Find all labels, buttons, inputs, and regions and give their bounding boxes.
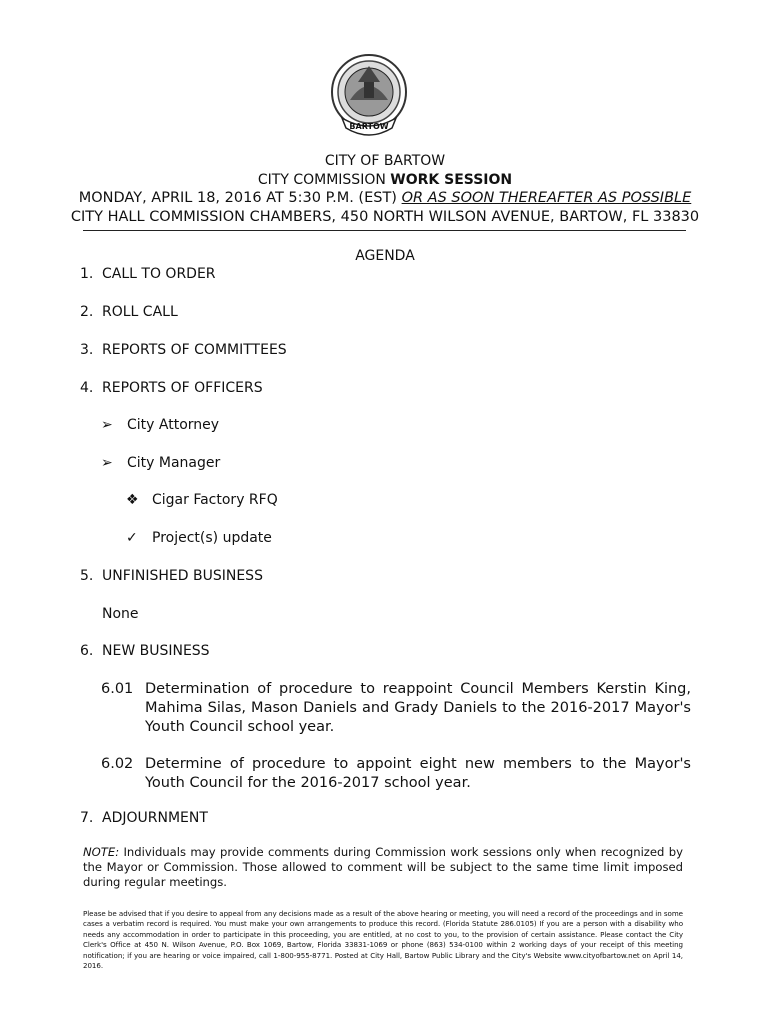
city-name: CITY OF BARTOW <box>324 153 446 169</box>
item-number: 7. <box>80 810 94 826</box>
new-business-number: 6.02 <box>101 756 134 772</box>
seal-banner-text: BARTOW <box>349 122 389 131</box>
meeting-date-line <box>0 189 770 207</box>
item-number: 1. <box>80 266 94 282</box>
new-business-text: Determine of procedure to appoint eight new members to the Mayor's Youth Council for the 2016-2017 school year. <box>145 756 691 791</box>
meeting-date-qualifier: OR AS SOON THEREAFTER AS POSSIBLE <box>401 190 692 206</box>
checkmark-bullet-icon: ✓ <box>126 530 138 546</box>
diamond-bullet-icon: ❖ <box>126 492 139 508</box>
note-text: Individuals may provide comments during Commission work sessions only when recognized by the Mayor or Commission. Those allowed to comment will be subject to the same time limit imposed during regular meetings. <box>83 845 683 889</box>
new-business-item <box>101 755 691 793</box>
meeting-date: MONDAY, APRIL 18, 2016 AT 5:30 P.M. (EST) <box>78 190 402 206</box>
new-business-number: 6.01 <box>101 681 134 697</box>
agenda-item <box>80 304 178 320</box>
item-number: 6. <box>80 643 94 659</box>
item-label: ADJOURNMENT <box>102 810 208 826</box>
item-label: CALL TO ORDER <box>102 266 216 282</box>
officer-item <box>101 417 219 433</box>
manager-item-label: Project(s) update <box>152 530 272 546</box>
agenda-item <box>80 643 210 659</box>
agenda-item <box>80 810 208 826</box>
session-bold: WORK SESSION <box>390 172 513 188</box>
unfinished-none: None <box>102 606 139 622</box>
public-comment-note <box>83 845 683 890</box>
item-number: 3. <box>80 342 94 358</box>
note-label: NOTE: <box>83 845 120 859</box>
manager-item-label: Cigar Factory RFQ <box>152 492 278 508</box>
session-title <box>0 171 770 189</box>
session-prefix: CITY COMMISSION <box>257 172 391 188</box>
officer-label: City Manager <box>127 455 221 471</box>
new-business-item <box>101 680 691 737</box>
new-business-text: Determination of procedure to reappoint Council Members Kerstin King, Mahima Silas, Mason Daniels and Grady Daniels to the 2016-2017 Mayor's Youth Council school year. <box>145 681 691 735</box>
item-number: 2. <box>80 304 94 320</box>
item-number: 5. <box>80 568 94 584</box>
item-number: 4. <box>80 380 94 396</box>
officer-item <box>101 455 220 471</box>
agenda-item <box>80 266 216 282</box>
item-label: ROLL CALL <box>102 304 178 320</box>
item-label: NEW BUSINESS <box>102 643 210 659</box>
meeting-location: CITY HALL COMMISSION CHAMBERS, 450 NORTH WILSON AVENUE, BARTOW, FL 33830 <box>70 209 700 225</box>
arrow-bullet-icon: ➢ <box>101 417 113 433</box>
agenda-item <box>80 342 287 358</box>
agenda-item <box>80 568 263 584</box>
officer-label: City Attorney <box>127 417 220 433</box>
item-label: UNFINISHED BUSINESS <box>102 568 263 584</box>
arrow-bullet-icon: ➢ <box>101 455 113 471</box>
manager-item <box>126 530 272 546</box>
agenda-title: AGENDA <box>355 248 415 264</box>
header-divider <box>83 230 686 231</box>
city-seal-logo <box>328 52 410 142</box>
agenda-item <box>80 380 263 396</box>
item-label: REPORTS OF COMMITTEES <box>102 342 287 358</box>
legal-disclaimer: Please be advised that if you desire to appeal from any decisions made as a result of the above hearing or meeting, you will need a record of the proceedings and in some cases a verbatim record is required. You must make your own arrangements to produce this record. (Florida Statute 286.0105) If you are a person with a disability who needs any accommodation in order to participate in this proceeding, you are entitled, at no cost to you, to the provision of certain assistance. Please contact the City Clerk's Office at 450 N. Wilson Avenue, P.O. Box 1069, Bartow, Florida 33831-1069 or phone (863) 534-0100 within 2 working days of your receipt of this meeting notification; if you are hearing or voice impaired, call 1-800-955-8771. Posted at City Hall, Bartow Public Library and the City's Website www.cityofbartow.net on April 14, 2016. <box>83 909 683 971</box>
item-label: REPORTS OF OFFICERS <box>102 380 263 396</box>
manager-item <box>126 492 278 508</box>
